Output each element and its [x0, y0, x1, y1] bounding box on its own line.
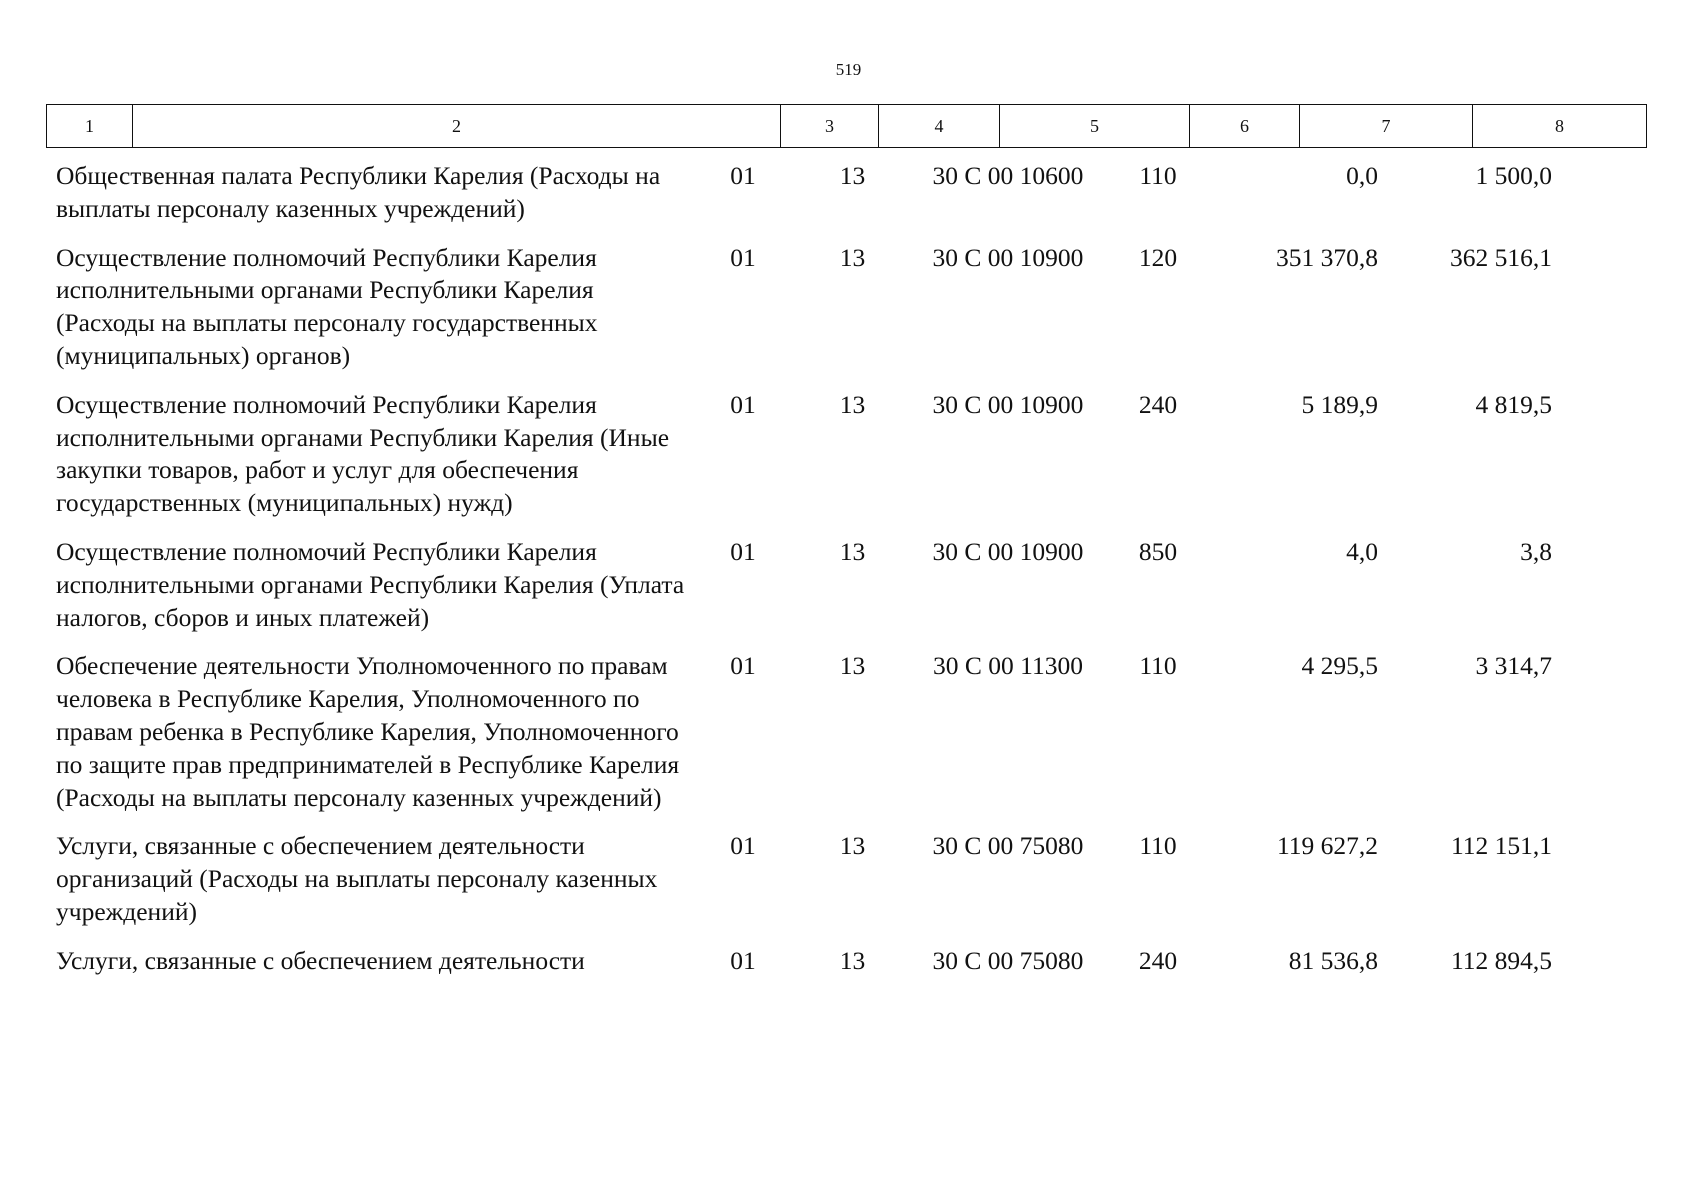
table-row: [46, 389, 1646, 520]
row-description: Осуществление полномочий Республики Карелия исполнительными органами Республики Карелия (Уплата налогов, сборов и иных платежей): [56, 536, 685, 632]
row-subsection: 13: [839, 389, 866, 419]
row-section: 01: [730, 651, 756, 681]
row-amount-col8: 362 516,1: [1450, 242, 1552, 272]
row-expense-type: 240: [1138, 945, 1178, 975]
row-section: 01: [730, 831, 756, 861]
page-number: 519: [835, 60, 862, 79]
row-expense-type: 240: [1138, 389, 1178, 419]
row-target-article: 30 С 00 11300: [933, 651, 1083, 681]
row-target-article: 30 С 00 10900: [932, 242, 1084, 272]
header-col-8: 8: [1473, 105, 1647, 148]
row-section: 01: [730, 536, 756, 566]
table-row: [46, 830, 1646, 928]
table-row: [46, 160, 1646, 226]
row-section: 01: [730, 242, 756, 272]
row-description: Обеспечение деятельности Уполномоченного по правам человека в Республике Карелия, Уполномоченного по правам ребенка в Республике Карелия, Уполномоченного по защите прав предпринимателей в Республике Карелия (Расходы на выплаты персоналу казенных учреждений): [56, 651, 680, 812]
row-target-article: 30 С 00 75080: [932, 945, 1084, 975]
table-row: [46, 945, 1646, 978]
header-row: [47, 105, 1647, 148]
row-expense-type: 110: [1139, 831, 1177, 861]
row-section: 01: [730, 389, 756, 419]
row-subsection: 13: [839, 536, 866, 566]
row-expense-type: 850: [1138, 536, 1178, 566]
row-amount-col7: 351 370,8: [1276, 242, 1378, 272]
row-target-article: 30 С 00 10600: [932, 161, 1084, 190]
row-description: Общественная палата Республики Карелия (Расходы на выплаты персоналу казенных учреждений): [56, 161, 661, 223]
row-description: Услуги, связанные с обеспечением деятельности организаций (Расходы на выплаты персоналу казенных учреждений): [56, 831, 658, 926]
row-amount-col8: 112 894,5: [1450, 945, 1552, 975]
row-section: 01: [730, 161, 756, 190]
row-amount-col7: 4 295,5: [1301, 651, 1378, 681]
header-col-7: 7: [1300, 105, 1473, 148]
row-amount-col7: 4,0: [1346, 536, 1378, 566]
table-header: [46, 104, 1647, 148]
row-amount-col7: 81 536,8: [1288, 945, 1378, 975]
header-col-6: 6: [1190, 105, 1300, 148]
row-subsection: 13: [839, 651, 866, 681]
row-amount-col8: 3 314,7: [1475, 651, 1552, 681]
row-amount-col7: 119 627,2: [1276, 831, 1378, 861]
row-target-article: 30 С 00 10900: [932, 389, 1084, 419]
row-expense-type: 120: [1138, 242, 1178, 272]
row-subsection: 13: [839, 945, 866, 975]
row-subsection: 13: [839, 831, 866, 861]
row-target-article: 30 С 00 75080: [932, 831, 1084, 861]
row-section: 01: [730, 945, 756, 975]
header-col-1: 1: [47, 105, 133, 148]
row-amount-col8: 112 151,1: [1450, 831, 1552, 861]
header-col-4: 4: [879, 105, 1000, 148]
row-description: Осуществление полномочий Республики Карелия исполнительными органами Республики Карелия (Иные закупки товаров, работ и услуг для обеспечения государственных (муниципальных) нужд): [56, 389, 670, 518]
row-amount-col7: 5 189,9: [1301, 389, 1378, 419]
header-col-5: 5: [1000, 105, 1190, 148]
table-row: [46, 650, 1646, 814]
row-description: Осуществление полномочий Республики Карелия исполнительными органами Республики Карелия (Расходы на выплаты персоналу государственных (муниципальных) органов): [56, 242, 598, 370]
header-col-2: 2: [133, 105, 781, 148]
row-amount-col8: 1 500,0: [1475, 161, 1552, 190]
row-description: Услуги, связанные с обеспечением деятельности: [56, 945, 585, 975]
row-subsection: 13: [839, 161, 866, 190]
table-row: [46, 536, 1646, 634]
row-target-article: 30 С 00 10900: [932, 536, 1084, 566]
row-amount-col7: 0,0: [1346, 161, 1378, 190]
row-expense-type: 110: [1139, 651, 1177, 681]
row-amount-col8: 4 819,5: [1475, 389, 1552, 419]
table-row: [46, 242, 1646, 373]
row-amount-col8: 3,8: [1520, 536, 1552, 566]
header-col-3: 3: [781, 105, 879, 148]
table-body: [46, 160, 1646, 994]
row-expense-type: 110: [1139, 161, 1177, 190]
row-subsection: 13: [839, 242, 866, 272]
